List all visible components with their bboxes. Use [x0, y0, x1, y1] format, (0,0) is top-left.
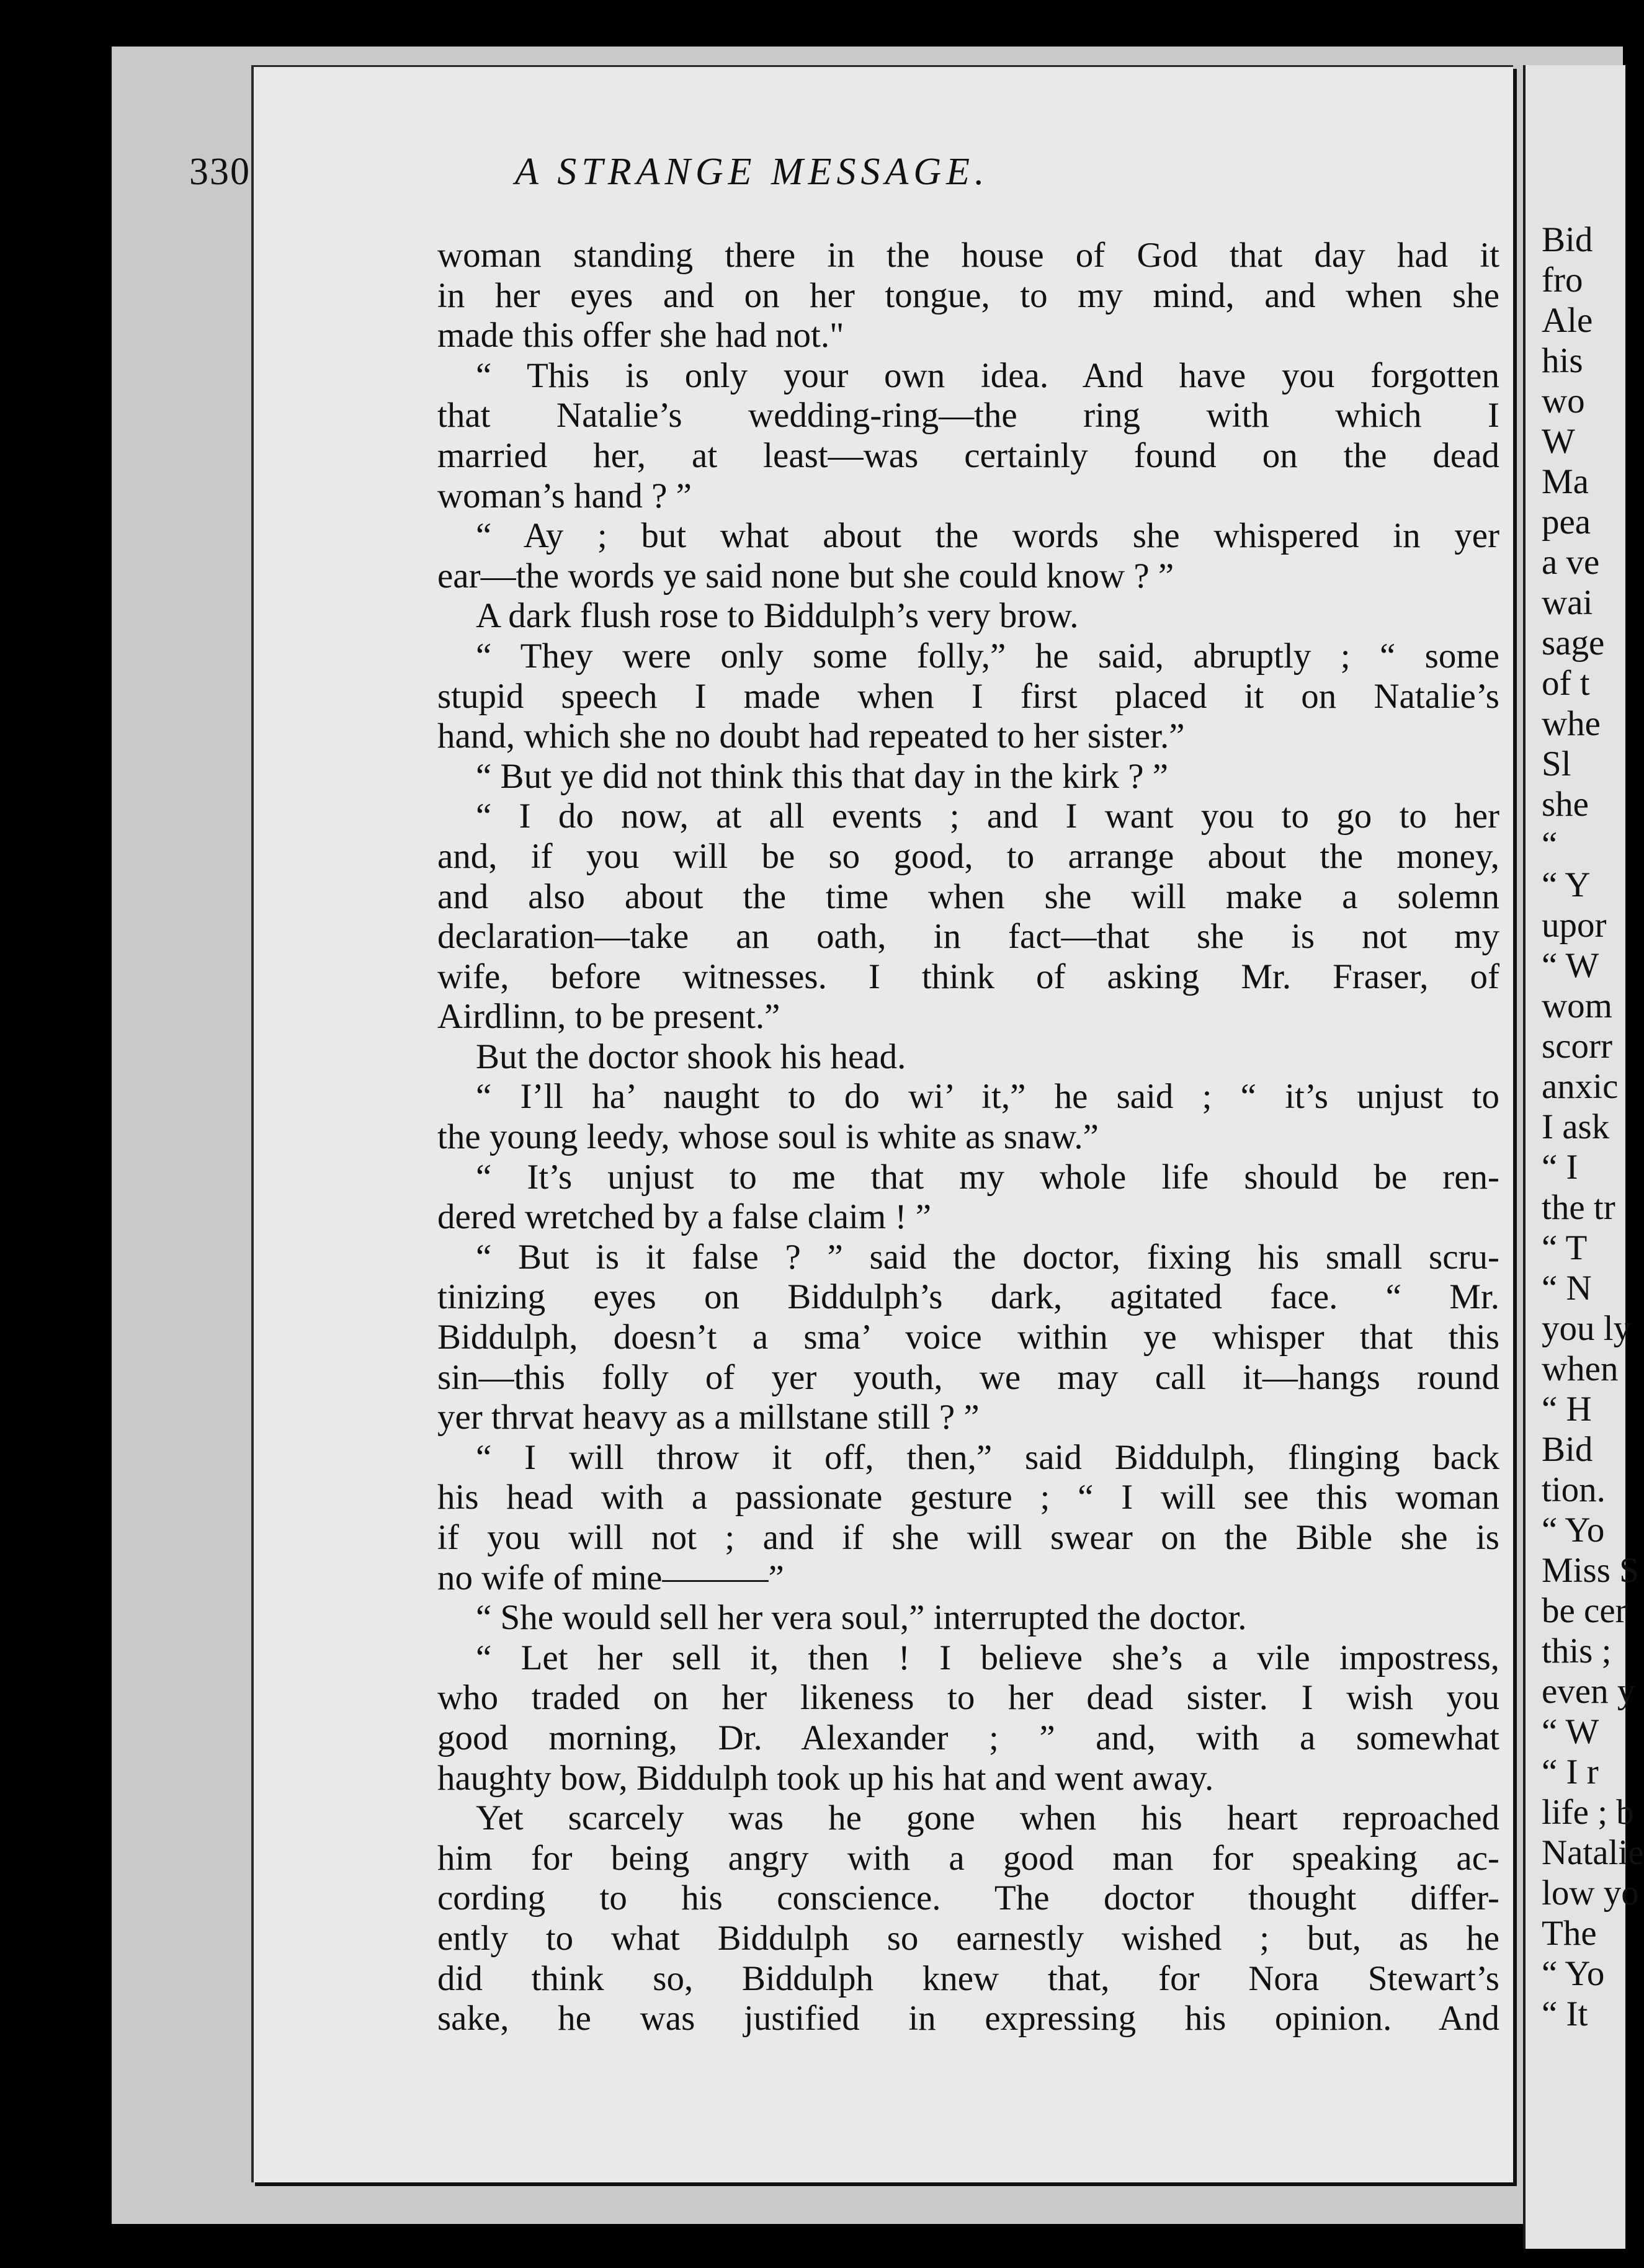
text-line: “ They were only some folly,” he said, abruptly ; “ some [476, 636, 1499, 676]
right-page-fragment: I ask [1542, 1107, 1610, 1146]
text-line: and, if you will be so good, to arrange about the money, [437, 836, 1499, 876]
right-page-fragment: this ; [1542, 1632, 1612, 1671]
text-line: “ This is only your own idea. And have you forgotten [476, 355, 1499, 395]
text-line: hand, which she no doubt had repeated to her sister.” [437, 717, 1185, 756]
text-line: married her, at least—was certainly found on the dead [437, 435, 1499, 475]
right-page-fragment: wai [1542, 583, 1593, 622]
text-line: the young leedy, whose soul is white as snaw.” [437, 1117, 1099, 1157]
text-line: tinizing eyes on Biddulph’s dark, agitated face. “ Mr. [437, 1277, 1499, 1317]
text-line: Airdlinn, to be present.” [437, 997, 780, 1037]
text-line: “ Let her sell it, then ! I believe she’s a vile impostress, [476, 1638, 1499, 1677]
right-page-fragment: sage [1542, 623, 1605, 663]
text-line: “ But ye did not think this that day in the kirk ? ” [476, 756, 1169, 796]
right-page-fragment: Sl [1542, 744, 1571, 784]
right-page-fragment: “ [1542, 825, 1558, 864]
text-line: sin—this folly of yer youth, we may call it—hangs round [437, 1357, 1499, 1397]
right-page-fragment: Ma [1542, 462, 1589, 501]
right-page-fragment: when [1542, 1349, 1619, 1388]
text-line: “ But is it false ? ” said the doctor, fixing his small scru- [476, 1237, 1499, 1277]
text-line: “ She would sell her vera soul,” interrupted the doctor. [476, 1598, 1247, 1638]
text-line: Yet scarcely was he gone when his heart reproached [476, 1798, 1499, 1838]
right-page-fragment: “ I [1542, 1148, 1578, 1187]
right-page-fragment: you ly [1542, 1309, 1632, 1348]
right-page-fragment: “ N [1542, 1269, 1592, 1308]
text-line: “ I do now, at all events ; and I want you to go to her [476, 797, 1499, 836]
text-line: haughty bow, Biddulph took up his hat and went away. [437, 1758, 1214, 1798]
text-line: him for being angry with a good man for speaking ac- [437, 1838, 1499, 1878]
text-line: in her eyes and on her tongue, to my mind, and when she [437, 275, 1499, 315]
text-line: cording to his conscience. The doctor thought differ- [437, 1878, 1499, 1918]
text-line: “ Ay ; but what about the words she whispered in yer [476, 516, 1499, 556]
right-page-fragment: “ Y [1542, 865, 1591, 904]
text-line: “ It’s unjust to me that my whole life should be ren- [476, 1157, 1499, 1197]
right-page-fragment: a ve [1542, 543, 1600, 582]
running-head-title: A STRANGE MESSAGE. [515, 151, 990, 193]
right-page-fragment: she [1542, 785, 1589, 824]
text-line: his head with a passionate gesture ; “ I will see this woman [437, 1478, 1499, 1517]
text-line: But the doctor shook his head. [476, 1037, 906, 1076]
text-line: did think so, Biddulph knew that, for Nora Stewart’s [437, 1958, 1499, 1998]
text-line: and also about the time when she will make a solemn [437, 877, 1499, 916]
text-line: woman standing there in the house of God that day had it [437, 236, 1499, 275]
text-line: good morning, Dr. Alexander ; ” and, with a somewhat [437, 1718, 1499, 1757]
text-line: “ I’ll ha’ naught to do wi’ it,” he said ; “ it’s unjust to [476, 1077, 1499, 1117]
text-line: A dark flush rose to Biddulph’s very brow. [476, 596, 1079, 636]
right-page-fragment: anxic [1542, 1067, 1619, 1106]
right-page-fragment: his [1542, 341, 1583, 380]
text-line: woman’s hand ? ” [437, 476, 692, 516]
text-line: no wife of mine———” [437, 1558, 784, 1597]
text-line: yer thrvat heavy as a millstane still ? ” [437, 1398, 980, 1437]
text-line: made this offer she had not." [437, 316, 844, 355]
right-page-fragment: Miss S [1542, 1551, 1639, 1590]
right-page-fragment: Ale [1542, 301, 1593, 340]
right-page-fragment: fro [1542, 261, 1583, 300]
text-line: ear—the words ye said none but she could know ? ” [437, 556, 1174, 596]
right-page-fragment: “ T [1542, 1228, 1588, 1267]
right-page-fragment: tion. [1542, 1470, 1606, 1509]
right-page-fragment: pea [1542, 502, 1591, 542]
right-page-fragment: wom [1542, 986, 1612, 1025]
right-page-fragment: “ It [1542, 1994, 1588, 2034]
right-page-fragment: even y [1542, 1672, 1635, 1711]
text-line: that Natalie’s wedding-ring—the ring with which I [437, 396, 1499, 435]
right-page-fragment: be cer [1542, 1591, 1627, 1630]
body-text [437, 236, 1499, 2039]
right-page-fragment: low yo [1542, 1873, 1639, 1913]
right-page-fragment: Natalie [1542, 1833, 1644, 1872]
right-page-fragment: “ W [1542, 946, 1599, 985]
right-page-fragment: “ I r [1542, 1752, 1599, 1792]
right-page-fragment: the tr [1542, 1188, 1615, 1227]
right-page-fragment: “ H [1542, 1390, 1592, 1429]
right-page-fragment: of t [1542, 664, 1590, 703]
right-page-fragment: Bid [1542, 1430, 1593, 1469]
right-page-fragment: scorr [1542, 1027, 1612, 1066]
text-line: ently to what Biddulph so earnestly wished ; but, as he [437, 1918, 1499, 1958]
text-line: if you will not ; and if she will swear on the Bible she is [437, 1518, 1499, 1557]
right-page-fragment: Bid [1542, 220, 1593, 259]
text-line: “ I will throw it off, then,” said Biddulph, flinging back [476, 1437, 1499, 1477]
right-page-fragment: “ Yo [1542, 1954, 1605, 1993]
right-page-fragment: life ; b [1542, 1793, 1634, 1832]
text-line: declaration—take an oath, in fact—that she is not my [437, 917, 1499, 957]
right-page-fragment: wo [1542, 382, 1585, 421]
text-line: stupid speech I made when I first placed it on Natalie’s [437, 676, 1499, 716]
page-number: 330 [189, 151, 251, 193]
text-line: Biddulph, doesn’t a sma’ voice within ye whisper that this [437, 1318, 1499, 1357]
text-line: dered wretched by a false claim ! ” [437, 1197, 931, 1237]
right-page-fragment: “ Yo [1542, 1511, 1605, 1550]
text-line: sake, he was justified in expressing his opinion. And [437, 1999, 1499, 2038]
right-page-fragment: upor [1542, 906, 1607, 945]
right-page-fragment: whe [1542, 704, 1601, 743]
right-page-fragment: The [1542, 1914, 1597, 1953]
right-page-fragment: “ W [1542, 1712, 1599, 1751]
text-line: wife, before witnesses. I think of asking Mr. Fraser, of [437, 957, 1499, 996]
right-page-fragment: W [1542, 422, 1575, 461]
running-head [189, 150, 1244, 206]
text-line: who traded on her likeness to her dead sister. I wish you [437, 1678, 1499, 1718]
